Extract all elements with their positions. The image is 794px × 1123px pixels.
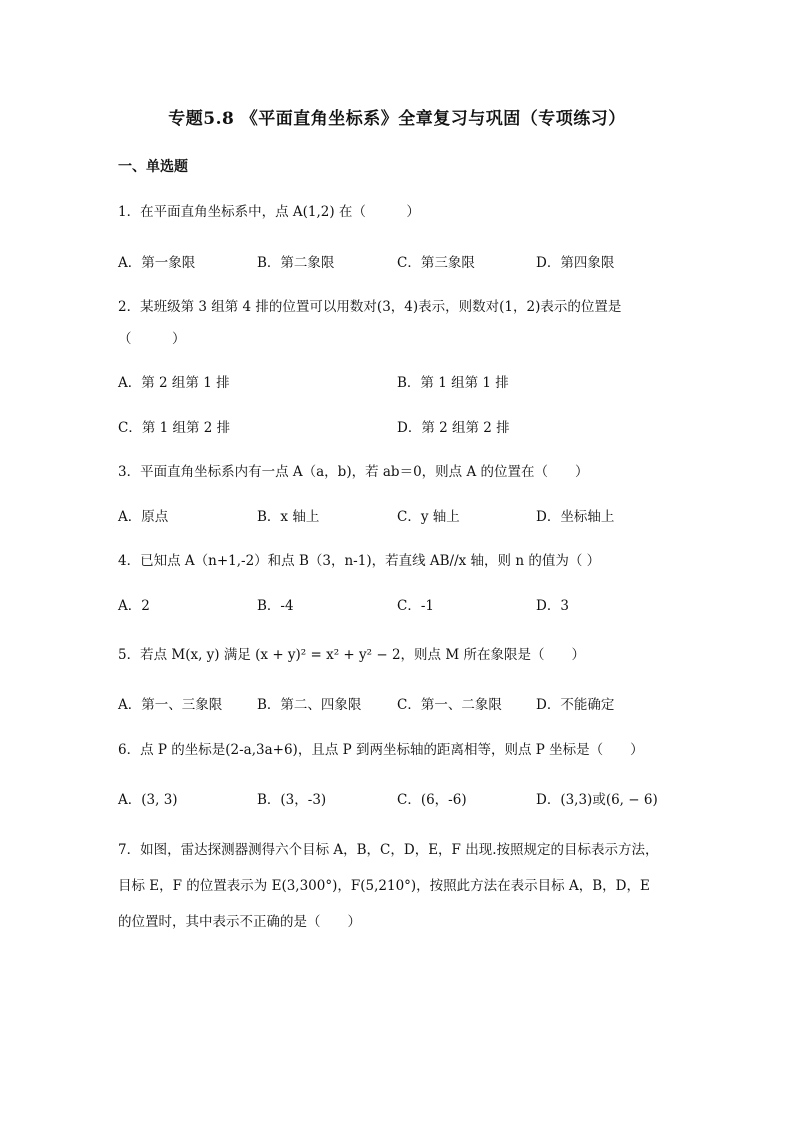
question-6-option-b: B．(3，-3): [257, 792, 327, 808]
question-2-option-b: B．第 1 组第 1 排: [397, 375, 509, 391]
question-1-option-a: A．第一象限: [118, 255, 196, 271]
question-7-stem-cont-2: 的位置时，其中表示不正确的是（ ）: [118, 914, 361, 930]
question-1-option-b: B．第二象限: [257, 255, 335, 271]
question-5-stem: 5．若点 M(x, y) 满足 (x + y)² = x² + y² − 2，则点 M 所在象限是（ ）: [118, 647, 585, 663]
question-4-option-c: C．-1: [397, 598, 434, 614]
section-heading: 一、单选题: [118, 159, 188, 175]
question-6-option-c: C．(6，-6): [397, 792, 467, 808]
question-7-stem: 7．如图，雷达探测器测得六个目标 A，B，C，D，E，F 出现.按照规定的目标表示方法，: [118, 842, 659, 858]
question-2-stem: 2．某班级第 3 组第 4 排的位置可以用数对(3，4)表示，则数对(1，2)表示的位置是: [118, 299, 622, 315]
question-4-stem: 4．已知点 A（n+1,-2）和点 B（3，n-1)，若直线 AB//x 轴，则 n 的值为（ ）: [118, 553, 601, 569]
question-2-option-a: A．第 2 组第 1 排: [118, 375, 230, 391]
question-1-option-c: C．第三象限: [397, 255, 475, 271]
question-3-option-b: B．x 轴上: [257, 509, 320, 525]
question-5-option-c: C．第一、二象限: [397, 697, 502, 713]
page-title: 专题5.8 《平面直角坐标系》全章复习与巩固（专项练习）: [168, 109, 626, 129]
question-4-option-a: A．2: [118, 598, 150, 614]
question-6-option-a: A．(3, 3): [118, 792, 178, 808]
question-4-option-d: D．3: [536, 598, 569, 614]
question-6-stem: 6．点 P 的坐标是(2-a,3a+6)，且点 P 到两坐标轴的距离相等，则点 P 坐标是（ ）: [118, 742, 644, 758]
question-2-option-c: C．第 1 组第 2 排: [118, 420, 231, 436]
question-3-option-d: D．坐标轴上: [536, 509, 615, 525]
question-1-option-d: D．第四象限: [536, 255, 615, 271]
question-3-option-c: C．y 轴上: [397, 509, 460, 525]
question-1-stem: 1．在平面直角坐标系中，点 A(1,2) 在（ ）: [118, 204, 420, 220]
question-2-option-d: D．第 2 组第 2 排: [397, 420, 510, 436]
question-2-stem-cont: （ ）: [118, 331, 186, 347]
question-6-option-d: D．(3,3)或(6, − 6): [536, 792, 658, 808]
question-3-stem: 3．平面直角坐标系内有一点 A（a，b)，若 ab＝0，则点 A 的位置在（ ）: [118, 464, 589, 480]
question-7-stem-cont: 目标 E，F 的位置表示为 E(3,300°)，F(5,210°)，按照此方法在表示目标 A，B，D，E: [118, 878, 650, 894]
question-5-option-d: D．不能确定: [536, 697, 615, 713]
question-3-option-a: A．原点: [118, 509, 169, 525]
question-5-option-b: B．第二、四象限: [257, 697, 362, 713]
question-5-option-a: A．第一、三象限: [118, 697, 223, 713]
question-4-option-b: B．-4: [257, 598, 294, 614]
